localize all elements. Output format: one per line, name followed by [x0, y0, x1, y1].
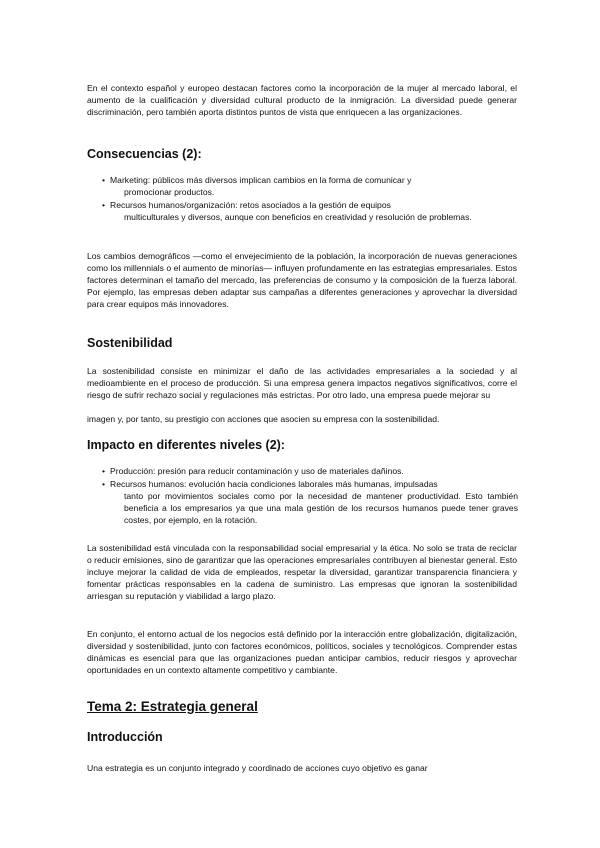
list-item-first-line: Producción: presión para reducir contaminación y uso de materiales dañinos.: [110, 466, 404, 476]
bullet-icon: •: [102, 479, 106, 490]
conjunto-paragraph: En conjunto, el entorno actual de los negocios está definido por la interacción entre globalización, digitalización, diversidad y sostenibilidad, junto con factores económicos, políticos, sociales y tecnológicos. Comprender estas dinámicas es esencial para que las organizaciones puedan anticipar cambios, reducir riesgos y aprovechar oportunidades en un contexto altamente competitivo y cambiante.: [87, 629, 517, 676]
bullet-icon: •: [102, 200, 106, 211]
heading-sostenibilidad: Sostenibilidad: [87, 336, 173, 350]
list-item-first-line: Recursos humanos/organización: retos asociados a la gestión de equipos: [110, 200, 391, 211]
list-item: [104, 174, 518, 198]
list-item-continuation: tanto por movimientos sociales como por la necesidad de mantener productividad. Esto también beneficia a los empresarios ya que una mala gestión de los recursos humanos puede tener graves costes, por ejemplo, en la rotación.: [124, 491, 518, 526]
list-item-continuation: promocionar productos.: [124, 187, 215, 198]
list-item-first-line: Recursos humanos: evolución hacia condiciones laborales más humanas, impulsadas: [110, 479, 438, 490]
heading-introduccion: Introducción: [87, 730, 163, 744]
list-item: [104, 199, 518, 223]
list-item-first-line: Marketing: públicos más diversos implican cambios en la forma de comunicar y: [110, 175, 412, 185]
consecuencias-list: [104, 174, 518, 224]
heading-consecuencias: Consecuencias (2):: [87, 147, 202, 161]
sostenibilidad-paragraph-tail: imagen y, por tanto, su prestigio con acciones que asocien su empresa con la sostenibilidad.: [87, 414, 440, 424]
heading-tema-2: Tema 2: Estrategia general: [87, 699, 258, 714]
rse-paragraph: La sostenibilidad está vinculada con la responsabilidad social empresarial y la ética. No solo se trata de reciclar o reducir emisiones, sino de garantizar que las operaciones empresariales contribuyen al bienestar general. Esto incluye mejorar la calidad de vida de empleados, respetar la diversidad, garantizar transparencia financiera y fomentar prácticas responsables en la cadena de suministro. Las empresas que ignoran la sostenibilidad arriesgan su reputación y viabilidad a largo plazo.: [87, 543, 517, 602]
list-item: [104, 478, 518, 526]
sostenibilidad-paragraph: La sostenibilidad consiste en minimizar el daño de las actividades empresariales a la sociedad y al medioambiente en el proceso de producción. Si una empresa genera impactos negativos significativos, corre el riesgo de sufrir rechazo social y regulaciones más estrictas. Por otro lado, una empresa puede mejorar su: [87, 366, 517, 401]
bullet-icon: •: [102, 466, 106, 476]
bullet-icon: •: [102, 175, 106, 185]
list-item-continuation: multiculturales y diversos, aunque con beneficios en creatividad y resolución de problemas.: [124, 212, 472, 223]
heading-impacto: Impacto en diferentes niveles (2):: [87, 438, 285, 452]
impacto-list: [104, 465, 518, 527]
demografia-paragraph: Los cambios demográficos —como el envejecimiento de la población, la incorporación de nuevas generaciones como los millennials o el aumento de minorías— influyen profundamente en las estrategias empresariales. Estos factores determinan el tamaño del mercado, las preferencias de consumo y la composición de la fuerza laboral. Por ejemplo, las empresas deben adaptar sus campañas a diferentes generaciones y aprovechar la diversidad para crear equipos más innovadores.: [87, 251, 517, 310]
list-item: [104, 465, 518, 477]
introduccion-paragraph: Una estrategia es un conjunto integrado y coordinado de acciones cuyo objetivo es ganar: [87, 763, 428, 773]
intro-paragraph: En el contexto español y europeo destacan factores como la incorporación de la mujer al mercado laboral, el aumento de la cualificación y diversidad cultural producto de la inmigración. La diversidad puede generar discriminación, pero también aporta distintos puntos de vista que enriquecen a las organizaciones.: [87, 83, 517, 118]
